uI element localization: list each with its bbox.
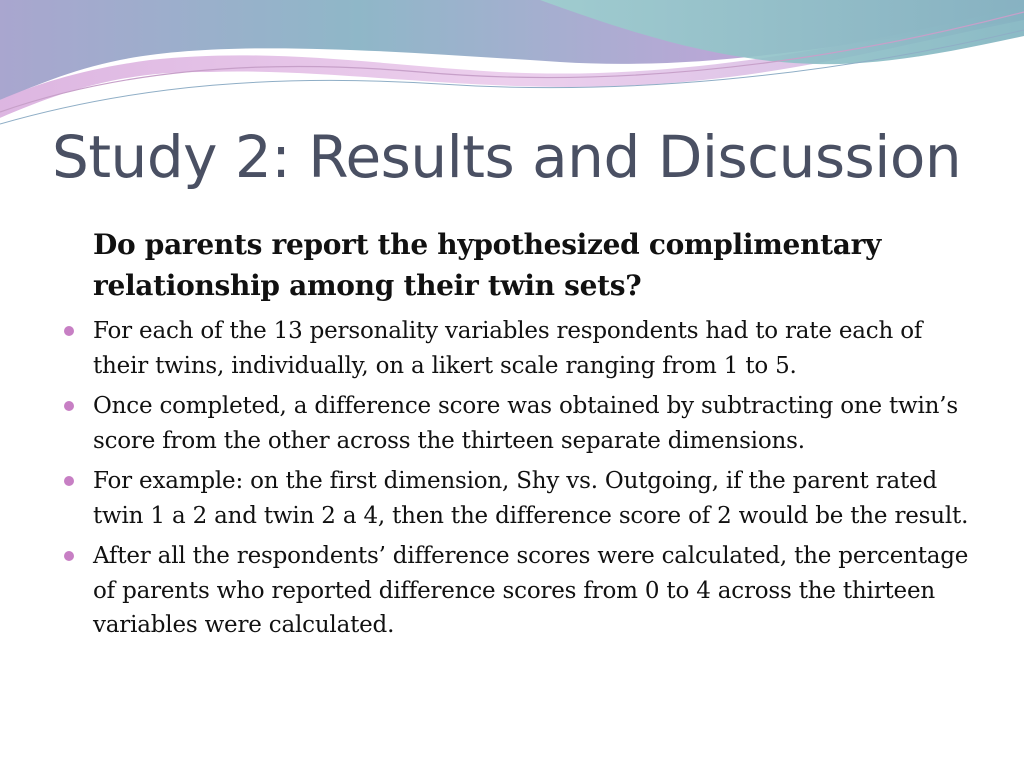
slide-title: Study 2: Results and Discussion bbox=[52, 123, 962, 191]
bullet-text: For each of the 13 personality variables respondents had to rate each of their twins, individually, on a likert scale ranging from 1 to 5. bbox=[93, 318, 923, 379]
slide-body bbox=[60, 224, 980, 649]
bullet-item bbox=[60, 539, 980, 643]
question-heading: Do parents report the hypothesized complimentary relationship among their twin sets? bbox=[93, 228, 882, 302]
bullet-dot-icon bbox=[64, 551, 74, 561]
bullet-item bbox=[60, 464, 980, 533]
bullet-text: Once completed, a difference score was obtained by subtracting one twin’s score from the other across the thirteen separate dimensions. bbox=[93, 393, 959, 454]
bullet-text: For example: on the first dimension, Shy vs. Outgoing, if the parent rated twin 1 a 2 and twin 2 a 4, then the difference score of 2 would be the result. bbox=[93, 468, 969, 529]
bullet-text: After all the respondents’ difference scores were calculated, the percentage of parents who reported difference scores from 0 to 4 across the thirteen variables were calculated. bbox=[93, 543, 969, 638]
bullet-item bbox=[60, 389, 980, 458]
decorative-wave-header bbox=[0, 0, 1024, 130]
bullet-item bbox=[60, 314, 980, 383]
bullet-list bbox=[60, 314, 980, 643]
bullet-dot-icon bbox=[64, 476, 74, 486]
bullet-dot-icon bbox=[64, 401, 74, 411]
bullet-dot-icon bbox=[64, 326, 74, 336]
